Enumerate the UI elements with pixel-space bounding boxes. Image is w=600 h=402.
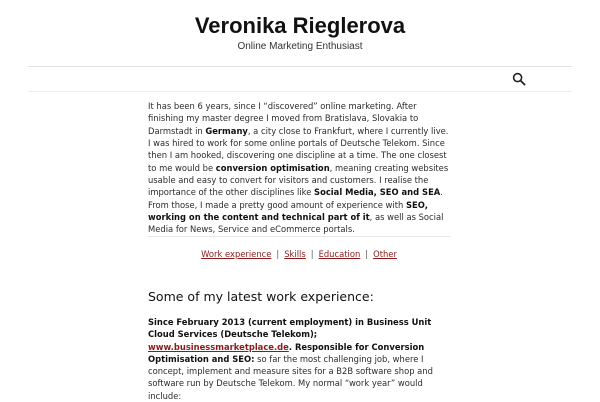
nav-link-work-experience[interactable]: Work experience: [201, 249, 272, 259]
intro-text: It has been 6 years, since I “discovered” online marketing. After finishing my master degree I moved from Bratislava, Slovakia to Darmstadt in: [148, 101, 419, 136]
site-tagline: Online Marketing Enthusiast: [237, 41, 363, 52]
intro-text: . From those, I made a pretty good amount of experience with: [148, 187, 443, 210]
intro-bold: conversion optimisation: [215, 162, 330, 173]
nav-link-skills[interactable]: Skills: [284, 249, 306, 259]
intro-text: , as well as Social Media for News, Service and eCommerce portals.: [148, 212, 444, 235]
nav-separator: |: [365, 249, 369, 259]
search-icon[interactable]: [512, 71, 526, 85]
nav-link-education[interactable]: Education: [318, 249, 361, 259]
main-content: [148, 100, 450, 236]
work-experience-heading: Some of my latest work experience:: [148, 289, 374, 304]
site-header: [0, 0, 600, 66]
intro-bold: SEO, working on the content and technical part of it: [148, 199, 428, 223]
intro-bold: Social Media, SEO and SEA: [314, 187, 441, 198]
nav-separator: |: [310, 249, 314, 259]
nav-link-other[interactable]: Other: [373, 249, 397, 259]
nav-divider: [28, 91, 572, 92]
nav-separator: |: [276, 249, 280, 259]
work-experience-paragraph: [148, 316, 453, 402]
header-divider: [28, 66, 572, 67]
work-responsibility-bold: . Responsible for Conversion Optimisation and SEO:: [148, 341, 425, 364]
work-description: so far the most challenging job, where I concept, implement and measure sites for a B2B software shop and software run by Deutsche Telekom. My normal “work year” would include:: [148, 353, 433, 401]
section-nav: [148, 248, 450, 260]
intro-text: , a city close to Frankfurt, where I currently live. I was hired to work for some online portals of Deutsche Telekom. Since then I am hooked, discovering one discipline at a time. The one closest to me would be: [148, 125, 449, 173]
businessmarketplace-link[interactable]: www.businessmarketplace.de: [148, 341, 289, 352]
site-title[interactable]: Veronika Rieglerova: [194, 13, 406, 38]
content-divider: [148, 236, 450, 237]
intro-text: , meaning creating websites usable and easy to convert for visitors and customers. I realise the importance of the other disciplines like: [148, 162, 449, 198]
intro-bold: Germany: [205, 125, 248, 136]
work-role-bold: Since February 2013 (current employment) in Business Unit Cloud Services (Deutsche Telekom);: [148, 317, 432, 340]
intro-paragraph: [148, 100, 450, 236]
